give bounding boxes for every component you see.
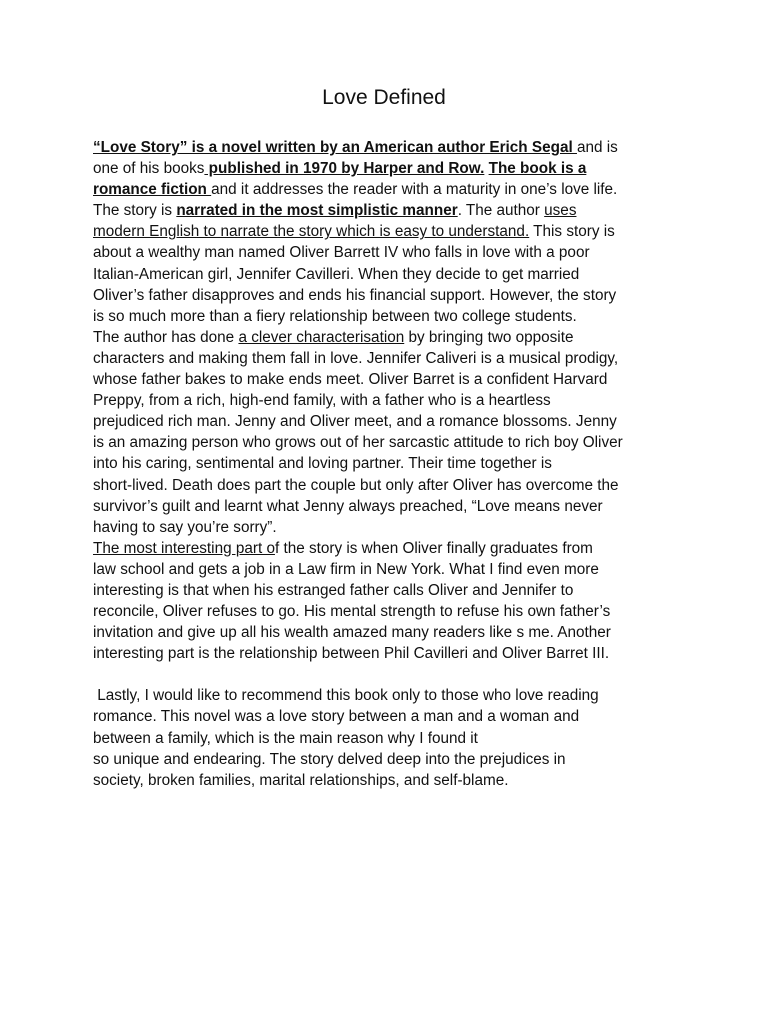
text-line bbox=[93, 264, 693, 285]
text-run: and is bbox=[576, 139, 618, 156]
text-line bbox=[93, 685, 693, 706]
emphasized-text: The book is a bbox=[488, 160, 587, 178]
text-line bbox=[93, 622, 693, 643]
text-run: short-lived. Death does part the couple but only after Oliver has overcome the bbox=[93, 476, 619, 494]
text-line bbox=[93, 285, 693, 306]
paragraph-interesting-part bbox=[93, 538, 693, 665]
text-run: interesting is that when his estranged father calls Oliver and Jennifer to bbox=[93, 581, 574, 599]
emphasized-text: “Love Story” is a novel written by an American author Erich Segal bbox=[93, 139, 577, 156]
text-line bbox=[93, 559, 693, 580]
paragraph-characterisation bbox=[93, 327, 693, 538]
paragraph-introduction bbox=[93, 137, 693, 327]
text-line bbox=[93, 749, 693, 770]
text-run: by bringing two opposite bbox=[404, 328, 574, 346]
text-run: having to say you’re sorry”. bbox=[93, 518, 277, 536]
emphasized-text: a clever characterisation bbox=[238, 328, 405, 346]
emphasized-text: published in 1970 by Harper and Row. bbox=[204, 160, 485, 178]
text-run: reconcile, Oliver refuses to go. His mental strength to refuse his own father’s bbox=[93, 603, 611, 621]
text-line bbox=[93, 496, 693, 517]
text-run: . The author bbox=[457, 202, 545, 220]
text-line bbox=[93, 242, 693, 263]
text-line bbox=[93, 432, 693, 453]
text-line bbox=[93, 728, 693, 749]
text-line bbox=[93, 200, 693, 221]
text-line bbox=[93, 517, 693, 538]
text-line bbox=[93, 538, 693, 559]
document-title: Love Defined bbox=[322, 86, 446, 109]
text-run: law school and gets a job in a Law firm in New York. What I find even more bbox=[93, 560, 599, 578]
text-run: Preppy, from a rich, high-end family, with a father who is a heartless bbox=[93, 392, 551, 410]
text-run: whose father bakes to make ends meet. Oliver Barret is a confident Harvard bbox=[93, 371, 608, 389]
text-line bbox=[93, 770, 693, 791]
text-run: The story is bbox=[93, 202, 177, 220]
text-line bbox=[93, 580, 693, 601]
text-run: is an amazing person who grows out of her sarcastic attitude to rich boy Oliver bbox=[93, 434, 623, 452]
paragraph-recommendation bbox=[93, 685, 693, 790]
text-run: between a family, which is the main reason why I found it bbox=[93, 729, 478, 747]
text-line bbox=[93, 137, 693, 158]
text-run: one of his books bbox=[93, 160, 205, 178]
text-line bbox=[93, 475, 693, 496]
emphasized-text: The most interesting part o bbox=[93, 539, 275, 557]
text-run: romance. This novel was a love story between a man and a woman and bbox=[93, 708, 580, 726]
text-run: characters and making them fall in love. Jennifer Caliveri is a musical prodigy, bbox=[93, 349, 619, 367]
text-run: and it addresses the reader with a maturity in one’s love life. bbox=[211, 181, 618, 199]
emphasized-text: narrated in the most simplistic manner bbox=[176, 202, 458, 220]
text-line bbox=[93, 369, 693, 390]
text-run: invitation and give up all his wealth amazed many readers like s me. Another bbox=[93, 624, 611, 642]
paragraph-spacer bbox=[93, 664, 693, 685]
text-run: so unique and endearing. The story delved deep into the prejudices in bbox=[93, 750, 566, 768]
text-run: f the story is when Oliver finally graduates from bbox=[274, 539, 593, 557]
text-run: is so much more than a fiery relationship between two college students. bbox=[93, 307, 577, 325]
text-run: interesting part is the relationship between Phil Cavilleri and Oliver Barret III. bbox=[93, 645, 610, 663]
text-line bbox=[93, 411, 693, 432]
text-run: Italian-American girl, Jennifer Cavilleri. When they decide to get married bbox=[93, 265, 580, 283]
text-run: Lastly, I would like to recommend this book only to those who love reading bbox=[93, 687, 599, 705]
text-run: This story is bbox=[529, 223, 615, 241]
text-line bbox=[93, 327, 693, 348]
text-line bbox=[93, 601, 693, 622]
text-run: Oliver’s father disapproves and ends his financial support. However, the story bbox=[93, 286, 617, 304]
text-line bbox=[93, 306, 693, 327]
emphasized-text: romance fiction bbox=[93, 181, 212, 199]
text-run: society, broken families, marital relationships, and self-blame. bbox=[93, 771, 509, 789]
text-line bbox=[93, 643, 693, 664]
text-run: into his caring, sentimental and loving partner. Their time together is bbox=[93, 455, 552, 473]
text-line bbox=[93, 453, 693, 474]
text-run: prejudiced rich man. Jenny and Oliver meet, and a romance blossoms. Jenny bbox=[93, 413, 617, 431]
emphasized-text: modern English to narrate the story which is easy to understand. bbox=[93, 223, 530, 241]
text-line bbox=[93, 179, 693, 200]
text-line bbox=[93, 221, 693, 242]
text-line bbox=[93, 706, 693, 727]
text-run: The author has done bbox=[93, 328, 239, 346]
text-line bbox=[93, 348, 693, 369]
text-line bbox=[93, 390, 693, 411]
text-run: survivor’s guilt and learnt what Jenny always preached, “Love means never bbox=[93, 497, 603, 515]
text-run: about a wealthy man named Oliver Barrett IV who falls in love with a poor bbox=[93, 244, 590, 262]
emphasized-text: uses bbox=[544, 202, 577, 220]
text-line bbox=[93, 158, 693, 179]
document-body bbox=[93, 137, 693, 791]
